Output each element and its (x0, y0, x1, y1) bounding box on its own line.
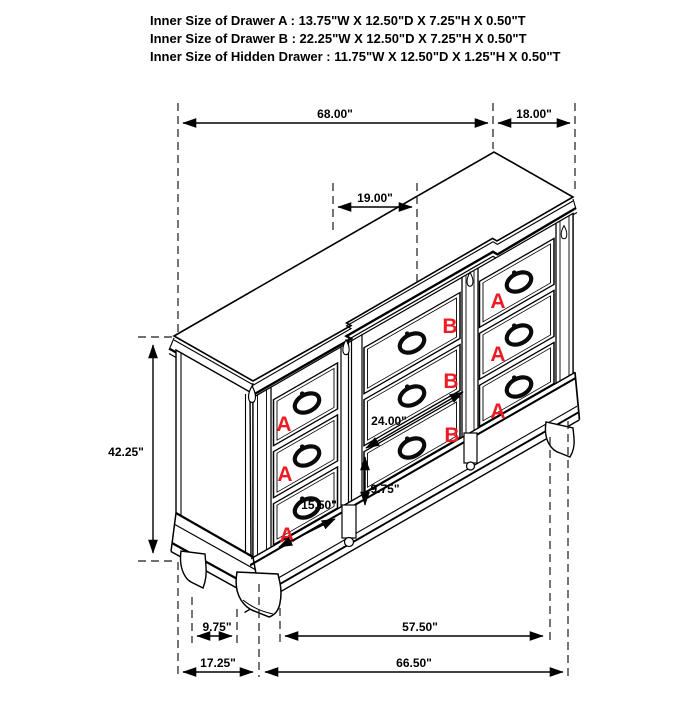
dim-label: 17.25" (200, 656, 236, 670)
seam-stile-middle (352, 335, 363, 501)
label-a: A (279, 524, 295, 547)
hidden-drawer-spec: Inner Size of Hidden Drawer : 11.75"W X 12.50"D X 1.25"H X 0.50"T (150, 49, 561, 64)
back-left-foot (181, 551, 207, 588)
dim-label: 24.00" (371, 414, 407, 428)
dim-center-offset (338, 191, 412, 207)
stile-middle-right (462, 268, 478, 437)
label-b: B (444, 424, 460, 447)
dim-label: 68.00" (317, 107, 353, 121)
label-a: A (490, 343, 506, 366)
header-specs (150, 13, 561, 64)
label-a: A (490, 290, 506, 313)
drawer-a-spec: Inner Size of Drawer A : 13.75"W X 12.50"D X 7.25"H X 0.50"T (150, 13, 526, 28)
dim-top-width (183, 107, 488, 123)
dim-label: 66.50" (396, 656, 432, 670)
dim-label: 57.50" (402, 620, 438, 634)
label-a: A (490, 400, 506, 423)
dim-label: 9.75" (202, 620, 232, 634)
label-a: A (276, 413, 292, 436)
drawer-b-spec: Inner Size of Drawer B : 22.25"W X 12.50"D X 7.25"H X 0.50"T (150, 31, 527, 46)
corner-finial (249, 386, 256, 403)
dim-base-depth (183, 656, 253, 672)
dim-front-span (285, 620, 543, 636)
dim-label: 19.00" (357, 191, 393, 205)
label-b: B (443, 370, 459, 393)
dresser-drawing (169, 152, 580, 617)
dim-base-width (265, 656, 563, 672)
dim-foot-inset (197, 620, 232, 636)
dim-height (108, 345, 153, 553)
left-post (253, 387, 271, 557)
dim-top-depth (498, 107, 570, 123)
label-b: B (442, 315, 458, 338)
dim-label: 15.50" (301, 498, 337, 512)
dim-label: 42.25" (108, 445, 144, 459)
label-a: A (277, 463, 293, 486)
dim-label: 18.00" (516, 107, 552, 121)
dim-label: 9.75" (370, 482, 400, 496)
seam-stile-left (341, 343, 349, 507)
